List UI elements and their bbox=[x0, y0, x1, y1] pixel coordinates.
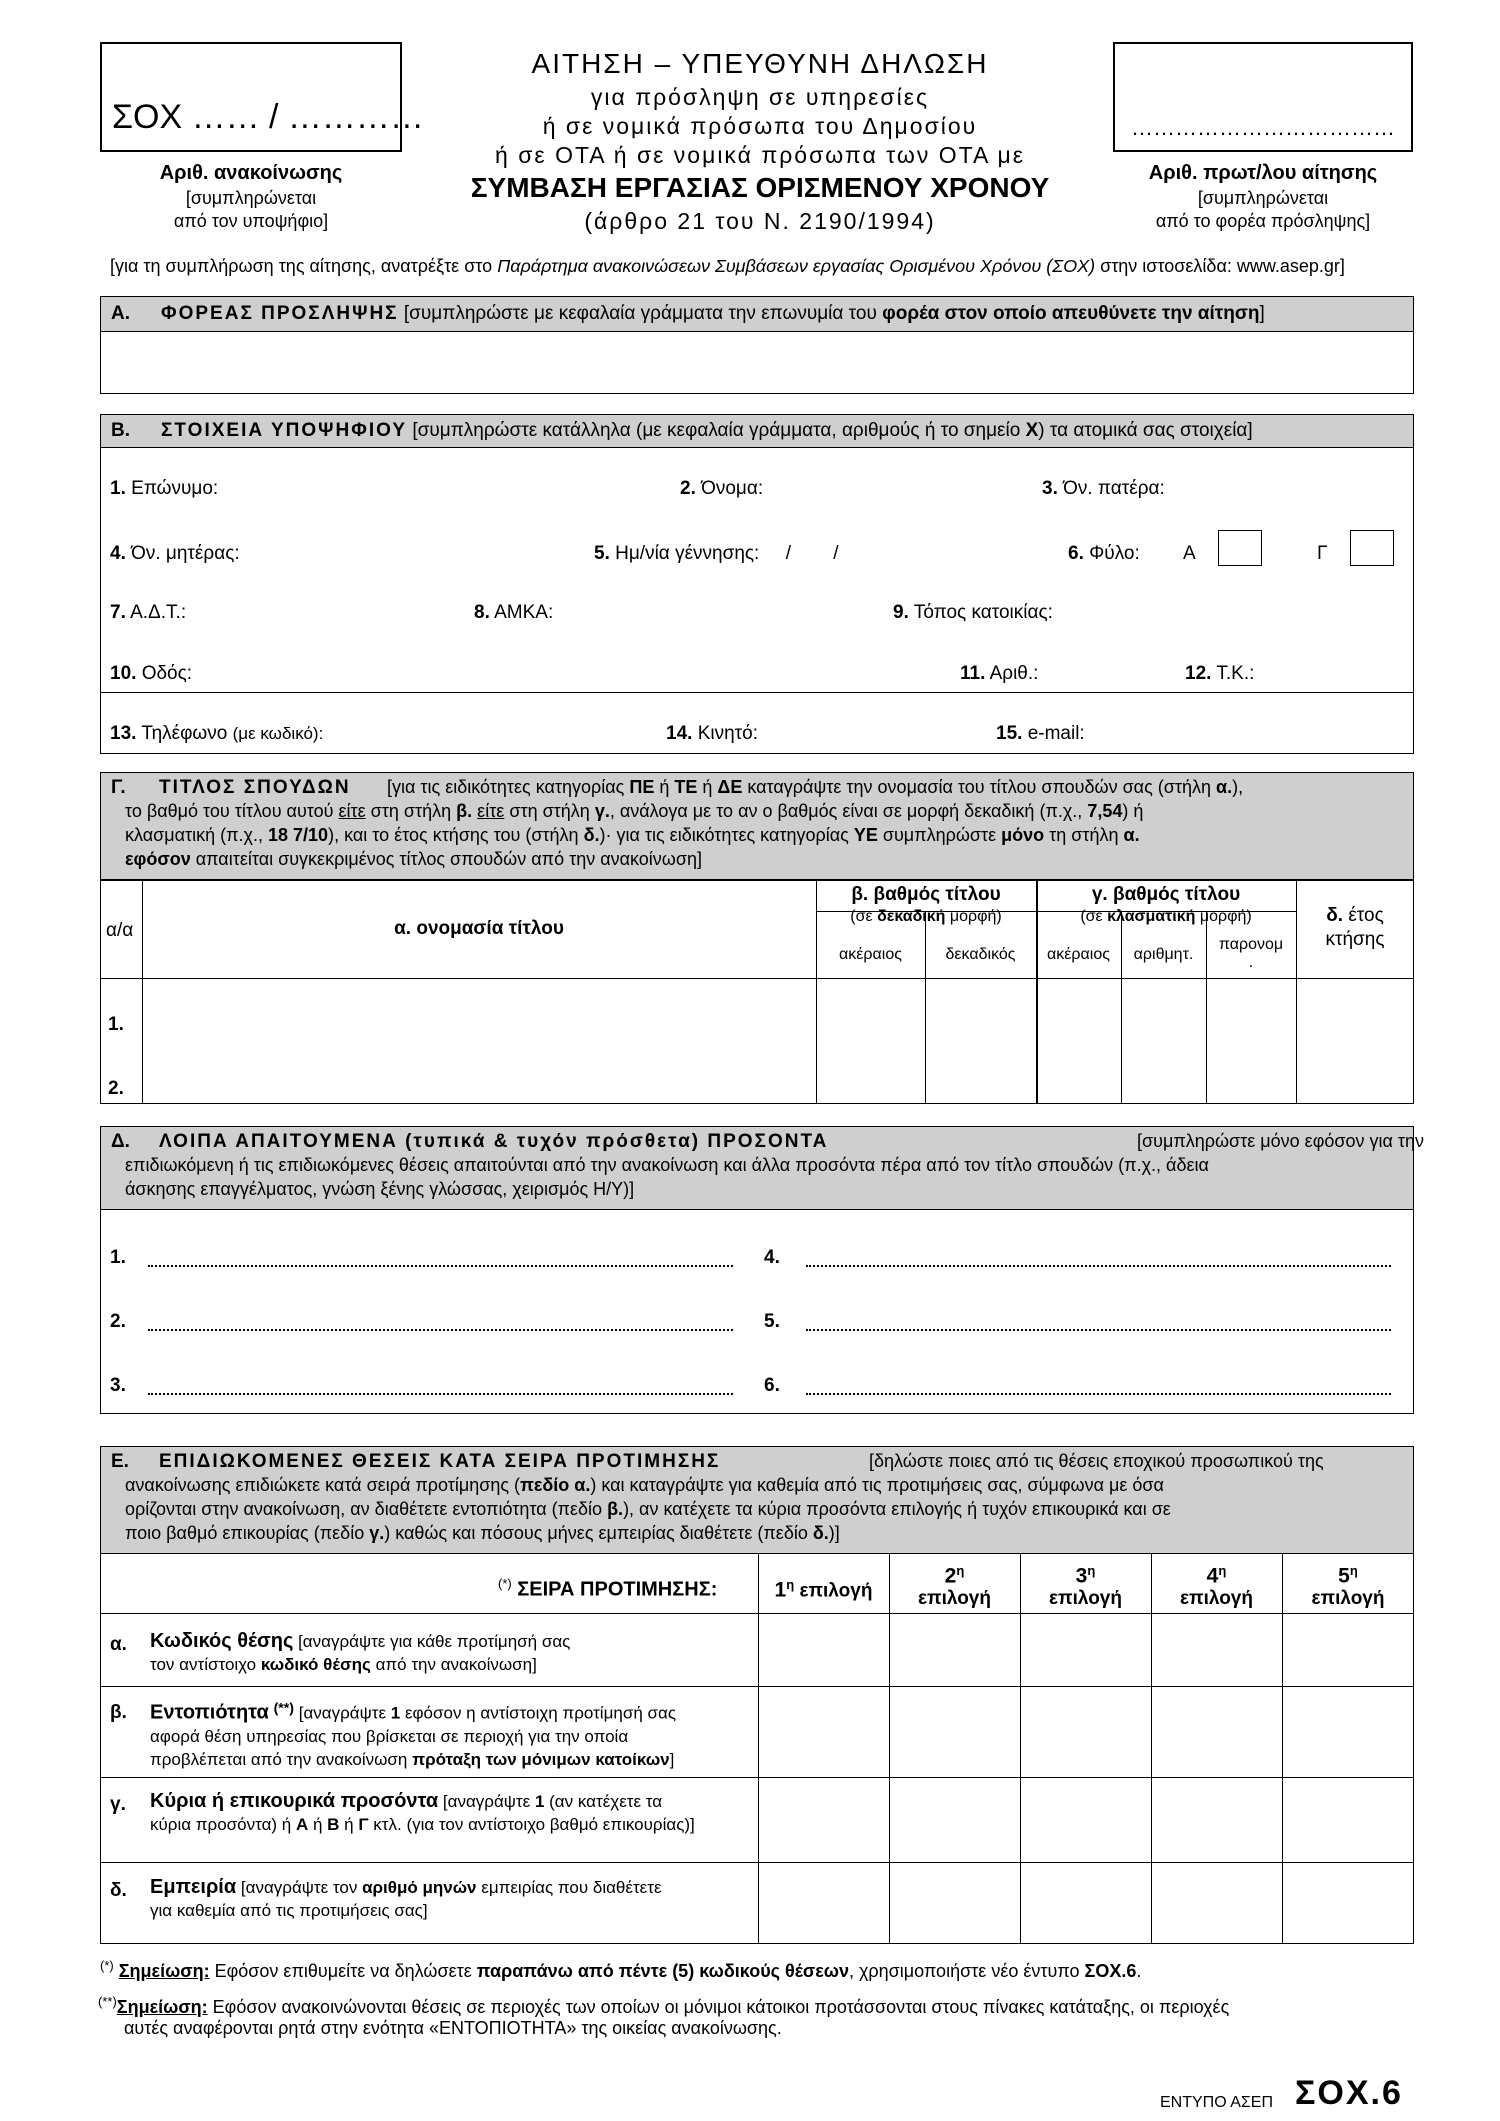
qualification-5-field[interactable] bbox=[806, 1329, 1391, 1331]
sub-decimal-fraction: δεκαδικός bbox=[945, 946, 1016, 963]
e-grid-line bbox=[758, 1554, 759, 1944]
gender-male-label: Α bbox=[1183, 543, 1196, 564]
field-father-name[interactable]: 3. Όν. πατέρα: bbox=[1042, 478, 1165, 499]
degree-title-input-1[interactable] bbox=[143, 979, 815, 1041]
section-c-title: ΤΙΤΛΟΣ ΣΠΟΥΔΩΝ bbox=[159, 777, 351, 798]
section-e-line-2: ανακοίνωσης επιδιώκετε κατά σειρά προτίμησης (πεδίο α.) και καταγράψτε για καθεμία από τις προτιμήσεις σας, σύμφωνα με όσα bbox=[125, 1475, 1164, 1495]
qualification-1-field[interactable] bbox=[148, 1265, 733, 1267]
qualification-4-label: 4. bbox=[764, 1247, 780, 1268]
protocol-note-2: από το φορέα πρόσληψης] bbox=[1155, 211, 1371, 231]
field-birth-date[interactable]: 5. Ημ/νία γέννησης: / / bbox=[594, 543, 839, 564]
section-e-line-3: ορίζονται στην ανακοίνωση, αν διαθέτετε εντοπιότητα (πεδίο β.), αν κατέχετε τα κύρια προσόντα επιλογής ή τυχόν επικουρικά και σε bbox=[125, 1499, 1171, 1519]
section-d-desc-3: άσκησης επαγγέλματος, γνώση ξένης γλώσσας, χειρισμός Η/Υ)] bbox=[125, 1179, 635, 1199]
announcement-note-1: [συμπληρώνεται bbox=[185, 188, 317, 208]
degree-title-input-2[interactable] bbox=[143, 1042, 815, 1103]
row-d-desc: Εμπειρία [αναγράψτε τον αριθμό μηνών εμπειρίας που διαθέτετε για καθεμία από τις προτιμήσεις σας] bbox=[150, 1876, 662, 1920]
section-b-header bbox=[100, 414, 1414, 448]
e-grid-line bbox=[889, 1554, 890, 1944]
announcement-code[interactable]: ΣΟΧ …… / ………… bbox=[112, 98, 424, 136]
col-title-name: α. ονομασία τίτλου bbox=[394, 918, 564, 939]
c-grid-line bbox=[1121, 911, 1122, 1104]
section-c-line-3: κλασματική (π.χ., 18 7/10), και το έτος κτήσης του (στήλη δ.)· για τις ειδικότητες κατηγορίας ΥΕ συμπληρώστε μόνο τη στήλη α. bbox=[125, 825, 1140, 845]
title-line-4: ή σε ΟΤΑ ή σε νομικά πρόσωπα των ΟΤΑ με bbox=[495, 142, 1025, 168]
employer-name-field[interactable] bbox=[101, 333, 1413, 393]
e-grid-line bbox=[100, 1777, 1414, 1778]
sub-decimal-integer: ακέραιος bbox=[839, 946, 902, 963]
section-a-title: ΦΟΡΕΑΣ ΠΡΟΣΛΗΨΗΣ bbox=[161, 303, 399, 324]
e-grid-line bbox=[1282, 1554, 1283, 1944]
row-c-desc: Κύρια ή επικουρικά προσόντα [αναγράψτε 1 (αν κατέχετε τα κύρια προσόντα) ή Α ή Β ή Γ κτλ. (για τον αντίστοιχο βαθμό επικουρίας)] bbox=[150, 1790, 695, 1834]
section-a-desc-post: ] bbox=[1259, 303, 1265, 324]
title-line-6: (άρθρο 21 του Ν. 2190/1994) bbox=[584, 208, 936, 234]
field-residence[interactable]: 9. Τόπος κατοικίας: bbox=[893, 602, 1053, 623]
field-mother-name[interactable]: 4. Όν. μητέρας: bbox=[110, 543, 240, 564]
instructions-italic: Παράρτημα ανακοινώσεων Συμβάσεων εργασίας Ορισμένου Χρόνου (ΣΟΧ) bbox=[497, 256, 1096, 276]
section-a-header bbox=[100, 296, 1414, 332]
section-c-letter: Γ. bbox=[111, 777, 126, 798]
choice-4: $4^\eta$ επιλογή bbox=[1180, 1563, 1253, 1610]
row-b-letter: β. bbox=[110, 1702, 127, 1723]
gender-male-checkbox[interactable] bbox=[1218, 530, 1262, 566]
qualification-3-field[interactable] bbox=[148, 1393, 733, 1395]
sub-fraction-numerator: αριθμητ. bbox=[1133, 946, 1194, 963]
row-d-letter: δ. bbox=[110, 1880, 127, 1901]
section-a-letter: Α. bbox=[111, 303, 130, 324]
qualification-6-label: 6. bbox=[764, 1375, 780, 1396]
title-line-3: ή σε νομικά πρόσωπα του Δημοσίου bbox=[542, 113, 978, 139]
form-label: ΕΝΤΥΠΟ ΑΣΕΠ bbox=[1160, 2094, 1274, 2111]
section-a-desc-pre: [συμπληρώστε με κεφαλαία γράμματα την επωνυμία του bbox=[403, 303, 883, 324]
section-b bbox=[100, 414, 1414, 754]
note-2-line-2: αυτές αναφέρονται ρητά στην ενότητα «ΕΝΤΟΠΙΟΤΗΤΑ» της οικείας ανακοίνωσης. bbox=[124, 2018, 782, 2038]
section-a-desc-bold: φορέα στον οποίο απευθύνετε την αίτηση bbox=[882, 303, 1260, 324]
qualification-2-label: 2. bbox=[110, 1311, 126, 1332]
sub-fraction-denominator-dot: . bbox=[1248, 954, 1254, 971]
qualification-2-field[interactable] bbox=[148, 1329, 733, 1331]
field-surname[interactable]: 1. Επώνυμο: bbox=[110, 478, 219, 499]
row-a-desc: Κωδικός θέσης [αναγράψτε για κάθε προτίμησή σας τον αντίστοιχο κωδικό θέσης από την ανακοίνωση] bbox=[150, 1630, 571, 1674]
field-first-name[interactable]: 2. Όνομα: bbox=[680, 478, 764, 499]
preference-order-label: (*) ΣΕΙΡΑ ΠΡΟΤΙΜΗΣΗΣ: bbox=[498, 1576, 718, 1601]
title-line-5: ΣΥΜΒΑΣΗ ΕΡΓΑΣΙΑΣ ΟΡΙΣΜΕΝΟΥ ΧΡΟΝΟΥ bbox=[470, 172, 1050, 203]
qualification-5-label: 5. bbox=[764, 1311, 780, 1332]
section-b-divider bbox=[100, 692, 1414, 693]
e-grid-line bbox=[100, 1862, 1414, 1863]
note-2: (**)Σημείωση: Εφόσον ανακοινώνονται θέσεις σε περιοχές των οποίων οι μόνιμοι κάτοικοι προτάσσονται στους πίνακες κατάταξης, οι περιοχές bbox=[98, 1994, 1230, 2017]
field-gender: 6. Φύλο: bbox=[1068, 543, 1140, 564]
section-b-desc-bold: Χ bbox=[1025, 420, 1039, 441]
instructions-post: στην ιστοσελίδα: www.asep.gr] bbox=[1095, 256, 1345, 276]
field-amka[interactable]: 8. ΑΜΚΑ: bbox=[474, 602, 554, 623]
gender-female-checkbox[interactable] bbox=[1350, 530, 1394, 566]
field-postal-code[interactable]: 12. Τ.Κ.: bbox=[1185, 663, 1255, 684]
protocol-note-1: [συμπληρώνεται bbox=[1197, 188, 1329, 208]
degree-row-1: 1. bbox=[108, 1014, 124, 1035]
field-id-card[interactable]: 7. Α.Δ.Τ.: bbox=[110, 602, 187, 623]
field-mobile[interactable]: 14. Κινητό: bbox=[666, 723, 759, 744]
col-fraction-grade-note: (σε κλασματική μορφή) bbox=[1080, 908, 1252, 925]
choice-3: $3^\eta$ επιλογή bbox=[1049, 1563, 1122, 1610]
row-c-letter: γ. bbox=[110, 1794, 126, 1815]
section-d-letter: Δ. bbox=[111, 1131, 130, 1152]
col-decimal-grade-note: (σε δεκαδική μορφή) bbox=[850, 908, 1002, 925]
note-1: (*) Σημείωση: Εφόσον επιθυμείτε να δηλώσετε παραπάνω από πέντε (5) κωδικούς θέσεων, χρησιμοποιήστε νέο έντυπο ΣΟΧ.6. bbox=[100, 1958, 1142, 1981]
e-grid-line bbox=[100, 1613, 1414, 1614]
choice-1: $1^\eta$ επιλογή bbox=[774, 1577, 873, 1602]
qualification-1-label: 1. bbox=[110, 1247, 126, 1268]
qualification-6-field[interactable] bbox=[806, 1393, 1391, 1395]
field-email[interactable]: 15. e-mail: bbox=[996, 723, 1085, 744]
section-c-line-2: το βαθμό του τίτλου αυτού είτε στη στήλη β. είτε στη στήλη γ., ανάλογα με το αν ο βαθμός είναι σε μορφή δεκαδική (π.χ., 7,54) ή bbox=[125, 801, 1144, 821]
section-e-title: ΕΠΙΔΙΩΚΟΜΕΝΕΣ ΘΕΣΕΙΣ ΚΑΤΑ ΣΕΙΡΑ ΠΡΟΤΙΜΗΣΗΣ bbox=[159, 1451, 721, 1472]
form-code: ΣΟΧ.6 bbox=[1295, 2074, 1403, 2112]
row-b-desc: Εντοπιότητα (**) [αναγράψτε 1 εφόσον η αντίστοιχη προτίμησή σας αφορά θέση υπηρεσίας που βρίσκεται σε περιοχή για την οποία προβλέπεται από την ανακοίνωση πρόταξη των μόνιμων κατοίκων] bbox=[150, 1700, 677, 1769]
degree-row-2: 2. bbox=[108, 1078, 124, 1099]
qualification-3-label: 3. bbox=[110, 1375, 126, 1396]
choice-2: $2^\eta$ επιλογή bbox=[918, 1563, 991, 1610]
section-c-line-1: [για τις ειδικότητες κατηγορίας ΠΕ ή ΤΕ ή ΔΕ καταγράψτε την ονομασία του τίτλου σπουδών σας (στήλη α.), bbox=[387, 777, 1244, 797]
col-fraction-grade: γ. βαθμός τίτλου bbox=[1091, 884, 1241, 905]
e-grid-line bbox=[100, 1686, 1414, 1687]
protocol-dots[interactable]: ……………………………… bbox=[1131, 115, 1395, 140]
section-b-title: ΣΤΟΙΧΕΙΑ ΥΠΟΨΗΦΙΟΥ bbox=[161, 420, 408, 441]
section-d-desc-2: επιδιωκόμενη ή τις επιδιωκόμενες θέσεις απαιτούνται από την ανακοίνωση και άλλα προσόντα πέρα από τον τίτλο σπουδών (π.χ., άδεια bbox=[125, 1155, 1209, 1175]
title-line-2: για πρόσληψη σε υπηρεσίες bbox=[590, 84, 930, 110]
qualification-4-field[interactable] bbox=[806, 1265, 1391, 1267]
c-grid-line bbox=[100, 880, 1414, 881]
page-title: ΑΙΤΗΣΗ – ΥΠΕΥΘΥΝΗ ΔΗΛΩΣΗ bbox=[531, 48, 989, 79]
section-e-line-4: ποιο βαθμό επικουρίας (πεδίο γ.) καθώς και πόσους μήνες εμπειρίας διαθέτετε (πεδίο δ.)] bbox=[125, 1523, 840, 1543]
c-grid-line bbox=[925, 911, 926, 1104]
section-c-line-4: εφόσον απαιτείται συγκεκριμένος τίτλος σπουδών από την ανακοίνωση] bbox=[125, 849, 702, 869]
instructions-pre: [για τη συμπλήρωση της αίτησης, ανατρέξτε στο bbox=[110, 256, 498, 276]
sub-fraction-denominator: παρονομ bbox=[1218, 936, 1284, 953]
section-d-header bbox=[100, 1126, 1425, 1210]
e-grid-line bbox=[1020, 1554, 1021, 1944]
section-d-desc-1: [συμπληρώστε μόνο εφόσον για την bbox=[1137, 1131, 1425, 1151]
choice-5: $5^\eta$ επιλογή bbox=[1311, 1563, 1385, 1610]
field-phone[interactable]: 13. Τηλέφωνο (με κωδικό): bbox=[110, 723, 324, 744]
col-decimal-grade: β. βαθμός τίτλου bbox=[851, 884, 1001, 905]
section-b-desc-post: ) τα ατομικά σας στοιχεία] bbox=[1038, 420, 1253, 441]
section-e-header bbox=[100, 1446, 1414, 1554]
instructions bbox=[110, 256, 1345, 277]
protocol-number-label: Αριθ. πρωτ/λου αίτησης bbox=[1148, 162, 1378, 184]
field-street[interactable]: 10. Οδός: bbox=[110, 663, 193, 684]
section-b-desc-pre: [συμπληρώστε κατάλληλα (με κεφαλαία γράμματα, αριθμούς ή το σημείο bbox=[412, 420, 1026, 441]
section-d-title: ΛΟΙΠΑ ΑΠΑΙΤΟΥΜΕΝΑ (τυπικά & τυχόν πρόσθετα) ΠΡΟΣΟΝΤΑ bbox=[159, 1131, 829, 1152]
sub-fraction-integer: ακέραιος bbox=[1047, 946, 1110, 963]
section-c-header bbox=[100, 772, 1414, 880]
announcement-note-2: από τον υποψήφιο] bbox=[173, 211, 329, 231]
gender-female-label: Γ bbox=[1317, 543, 1328, 564]
section-e-line-1: [δηλώστε ποιες από τις θέσεις εποχικού προσωπικού της bbox=[869, 1451, 1324, 1471]
row-a-letter: α. bbox=[110, 1634, 127, 1655]
section-e-letter: Ε. bbox=[111, 1451, 129, 1472]
e-grid-line bbox=[1151, 1554, 1152, 1944]
section-b-letter: Β. bbox=[111, 420, 130, 441]
col-aa: α/α bbox=[106, 920, 134, 941]
col-year: δ. έτος κτήσης bbox=[1325, 905, 1385, 950]
field-street-number[interactable]: 11. Αριθ.: bbox=[960, 663, 1039, 684]
announcement-number-label: Αριθ. ανακοίνωσης bbox=[159, 162, 343, 184]
